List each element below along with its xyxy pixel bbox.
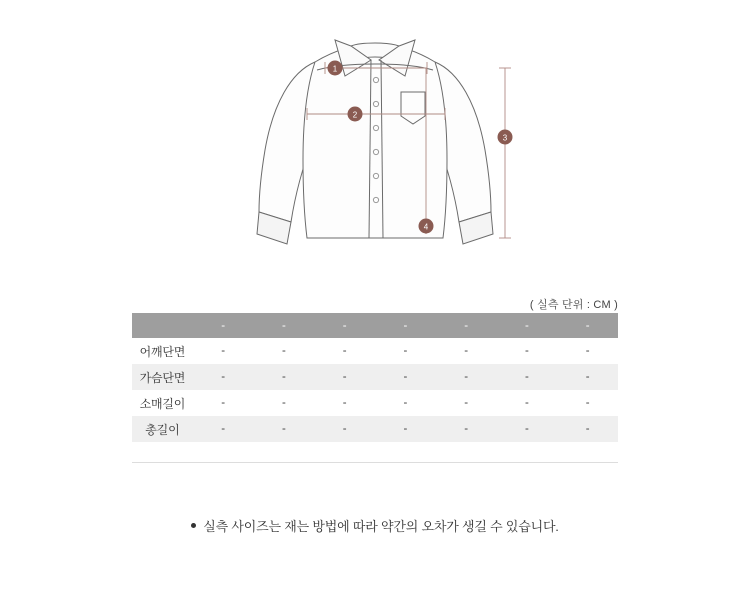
section-divider: [132, 462, 618, 463]
row-label: 가슴단면: [132, 364, 193, 390]
column-header: -: [557, 313, 618, 338]
cell: -: [436, 390, 497, 416]
cell: -: [497, 364, 558, 390]
size-table-body: [132, 338, 618, 442]
cell: -: [193, 416, 254, 442]
size-table-head: [132, 313, 618, 338]
column-header: -: [497, 313, 558, 338]
cell: -: [314, 416, 375, 442]
table-row: [132, 364, 618, 390]
cell: -: [557, 390, 618, 416]
marker-4-label: 4: [423, 222, 429, 232]
column-header: -: [193, 313, 254, 338]
cell: -: [314, 390, 375, 416]
cell: -: [254, 364, 315, 390]
cell: -: [193, 364, 254, 390]
cell: -: [497, 338, 558, 364]
cell: -: [254, 390, 315, 416]
cell: -: [436, 416, 497, 442]
marker-3-label: 3: [502, 133, 508, 143]
header-corner: [132, 313, 193, 338]
cell: -: [375, 364, 436, 390]
column-header: -: [314, 313, 375, 338]
table-row: [132, 416, 618, 442]
cell: -: [375, 390, 436, 416]
shirt-diagram-svg: [195, 0, 555, 260]
size-table: [132, 313, 618, 442]
cell: -: [557, 364, 618, 390]
cell: -: [497, 416, 558, 442]
cell: -: [193, 338, 254, 364]
column-header: -: [436, 313, 497, 338]
table-row: [132, 338, 618, 364]
size-table-wrapper: [132, 313, 618, 442]
cell: -: [557, 416, 618, 442]
unit-note: ( 실측 단위 : CM ): [529, 299, 618, 311]
row-label: 총길이: [132, 416, 193, 442]
cell: -: [436, 338, 497, 364]
marker-2-label: 2: [352, 110, 358, 120]
column-header: -: [254, 313, 315, 338]
footnote: [0, 516, 750, 535]
cell: -: [314, 364, 375, 390]
marker-1-label: 1: [332, 64, 338, 74]
footnote-text: 실측 사이즈는 재는 방법에 따라 약간의 오차가 생길 수 있습니다.: [203, 519, 559, 534]
bullet-icon: [191, 523, 196, 528]
cell: -: [557, 338, 618, 364]
table-header-row: [132, 313, 618, 338]
cell: -: [254, 416, 315, 442]
table-row: [132, 390, 618, 416]
cell: -: [375, 338, 436, 364]
column-header: -: [375, 313, 436, 338]
cell: -: [436, 364, 497, 390]
shirt-illustration: [0, 0, 750, 280]
cell: -: [193, 390, 254, 416]
row-label: 소매길이: [132, 390, 193, 416]
cell: -: [375, 416, 436, 442]
cell: -: [314, 338, 375, 364]
cell: -: [254, 338, 315, 364]
cell: -: [497, 390, 558, 416]
row-label: 어깨단면: [132, 338, 193, 364]
